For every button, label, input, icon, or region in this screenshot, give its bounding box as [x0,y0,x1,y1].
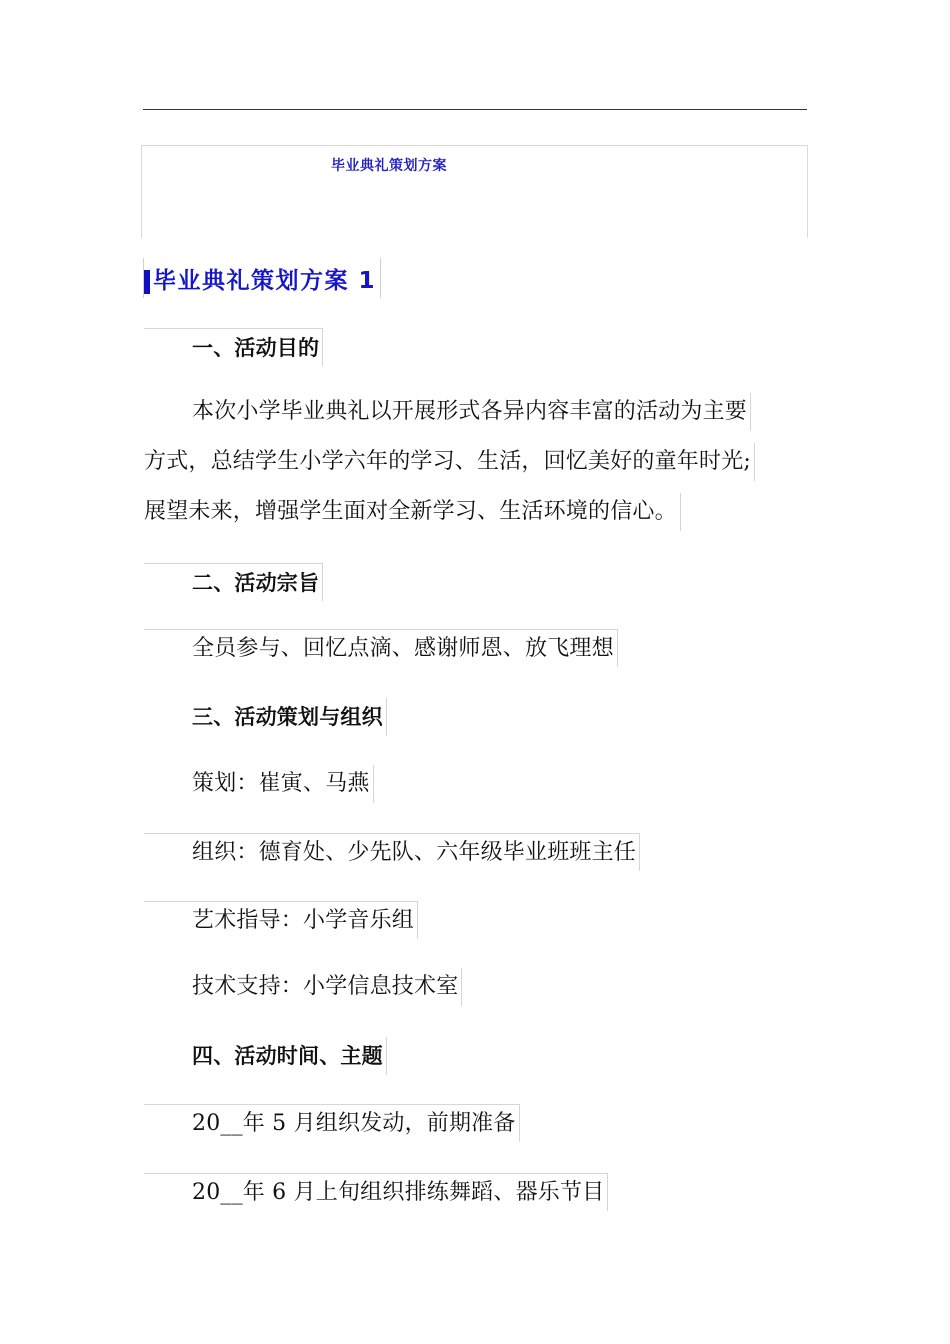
section-heading-schedule: 四、活动时间、主题 [144,1037,387,1075]
document-title-block [143,258,381,298]
paragraph-line: 展望未来，增强学生面对全新学习、生活环境的信心。 [144,493,681,531]
list-item: 艺术指导：小学音乐组 [144,901,418,939]
title-marker-icon [144,270,150,294]
header-box [141,145,808,238]
list-item: 20__年 5 月组织发动，前期准备 [144,1104,520,1142]
list-item: 20__年 6 月上旬组织排练舞蹈、器乐节目 [144,1173,608,1211]
paragraph-line: 本次小学毕业典礼以开展形式各异内容丰富的活动为主要 [144,393,751,431]
section-heading-tenet: 二、活动宗旨 [144,563,323,601]
top-rule [143,109,807,110]
list-item: 策划：崔寅、马燕 [144,765,374,803]
section-heading-purpose: 一、活动目的 [144,328,323,366]
document-title: 毕业典礼策划方案 1 [153,267,377,294]
list-item: 组织：德育处、少先队、六年级毕业班班主任 [144,833,640,871]
paragraph-line: 方式，总结学生小学六年的学习、生活，回忆美好的童年时光; [144,443,755,481]
section-heading-organization: 三、活动策划与组织 [144,698,387,736]
paragraph-line: 全员参与、回忆点滴、感谢师恩、放飞理想 [144,629,618,667]
list-item: 技术支持：小学信息技术室 [144,968,462,1006]
header-title: 毕业典礼策划方案 [331,158,447,174]
